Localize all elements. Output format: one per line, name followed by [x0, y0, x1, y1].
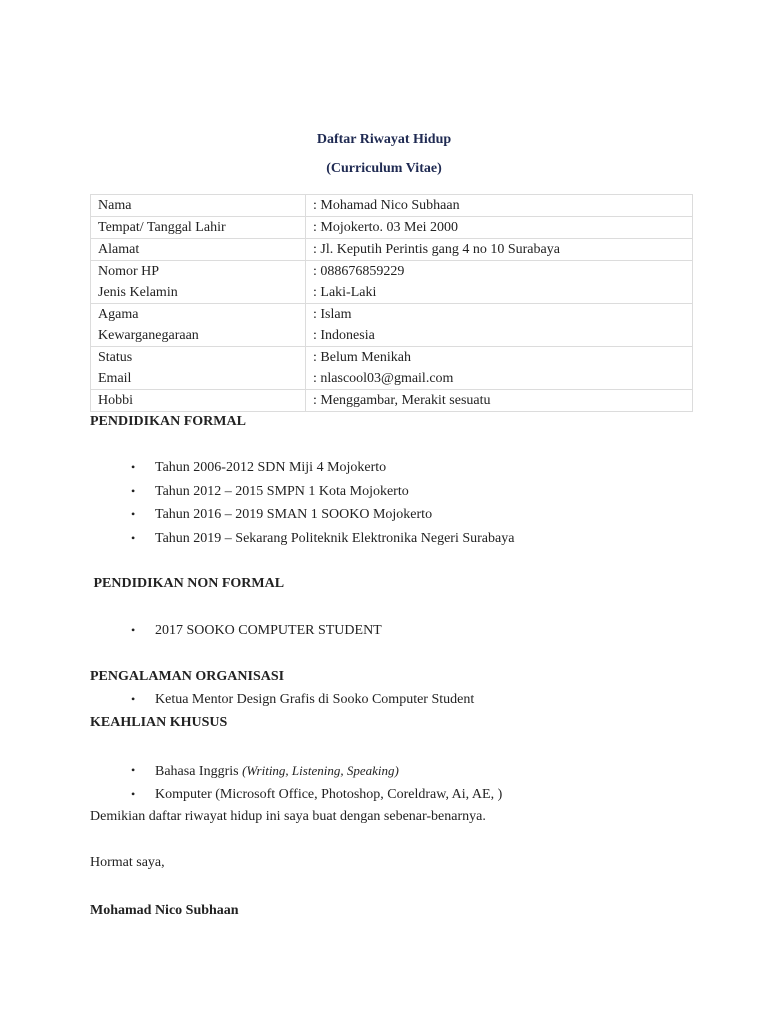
table-row [91, 347, 693, 390]
biodata-value: : Menggambar, Merakit sesuatu [313, 393, 491, 408]
bullet-icon: • [131, 763, 136, 777]
biodata-value: : 088676859229 [313, 264, 405, 279]
biodata-label: Kewarganegaraan [98, 328, 199, 343]
list-item-text: Tahun 2019 – Sekarang Politeknik Elektronika Negeri Surabaya [155, 530, 515, 546]
list-item [90, 759, 502, 783]
biodata-label-cell [91, 261, 306, 304]
biodata-value: : Laki-Laki [313, 285, 377, 300]
biodata-value-cell [306, 217, 693, 239]
list-item-text: Tahun 2012 – 2015 SMPN 1 Kota Mojokerto [155, 483, 409, 499]
biodata-value-cell [306, 239, 693, 261]
biodata-label: Alamat [98, 242, 140, 257]
biodata-value: : Mojokerto. 03 Mei 2000 [313, 220, 459, 235]
regards-text: Hormat saya, [90, 855, 165, 870]
bullet-icon: • [131, 530, 136, 545]
section-heading-skills: KEAHLIAN KHUSUS [90, 715, 228, 730]
list-item [90, 783, 502, 807]
section-heading-organization: PENGALAMAN ORGANISASI [90, 669, 285, 684]
biodata-label: Status [98, 350, 133, 365]
biodata-label: Agama [98, 307, 139, 322]
biodata-value-cell [306, 195, 693, 217]
biodata-label: Nomor HP [98, 264, 160, 279]
signature-name: Mohamad Nico Subhaan [90, 903, 239, 918]
list-item [90, 480, 514, 504]
biodata-value: : Jl. Keputih Perintis gang 4 no 10 Surabaya [313, 242, 560, 257]
list-item-text: Tahun 2016 – 2019 SMAN 1 SOOKO Mojokerto [155, 507, 433, 522]
biodata-value: : Belum Menikah [313, 350, 411, 365]
list-item [90, 619, 382, 643]
biodata-value-cell [306, 347, 693, 390]
biodata-table [90, 194, 693, 412]
table-row [91, 217, 693, 239]
biodata-label: Nama [98, 198, 132, 213]
bullet-icon: • [131, 460, 136, 474]
section-heading-nonformal-education: PENDIDIKAN NON FORMAL [90, 576, 285, 591]
biodata-label-cell [91, 217, 306, 239]
section-heading-formal-education: PENDIDIKAN FORMAL [90, 414, 246, 429]
list-item [90, 688, 474, 712]
biodata-label-cell [91, 239, 306, 261]
biodata-label-cell [91, 304, 306, 347]
biodata-value-cell [306, 261, 693, 304]
table-row [91, 390, 693, 412]
list-item-text: Ketua Mentor Design Grafis di Sooko Computer Student [155, 692, 475, 707]
skill-detail-note: (Writing, Listening, Speaking) [242, 763, 399, 778]
biodata-value-cell [306, 390, 693, 412]
list-item-text: Komputer (Microsoft Office, Photoshop, Coreldraw, Ai, AE, ) [155, 786, 503, 802]
biodata-value: : Indonesia [313, 328, 375, 343]
formal-education-list [90, 456, 514, 550]
list-item-text: Tahun 2006-2012 SDN Miji 4 Mojokerto [155, 460, 387, 475]
nonformal-education-list [90, 619, 382, 643]
organization-list [90, 688, 474, 712]
closing-statement: Demikian daftar riwayat hidup ini saya buat dengan sebenar-benarnya. [90, 809, 486, 824]
document-subtitle: (Curriculum Vitae) [326, 161, 442, 176]
bullet-icon: • [131, 623, 136, 637]
biodata-label: Hobbi [98, 393, 133, 408]
bullet-icon: • [131, 692, 136, 706]
table-row [91, 304, 693, 347]
table-row [91, 261, 693, 304]
list-item-text: 2017 SOOKO COMPUTER STUDENT [155, 623, 382, 638]
biodata-label: Jenis Kelamin [98, 285, 178, 300]
biodata-value: : Mohamad Nico Subhaan [313, 198, 460, 213]
biodata-label: Email [98, 371, 132, 386]
table-row [91, 239, 693, 261]
list-item [90, 503, 514, 527]
document-title: Daftar Riwayat Hidup [316, 132, 452, 147]
biodata-value: : Islam [313, 307, 352, 322]
list-item-text: Bahasa Inggris [155, 764, 243, 779]
biodata-label: Tempat/ Tanggal Lahir [98, 220, 226, 235]
bullet-icon: • [131, 786, 136, 801]
biodata-label-cell [91, 390, 306, 412]
biodata-label-cell [91, 195, 306, 217]
list-item [90, 456, 514, 480]
skills-list [90, 759, 502, 806]
biodata-label-cell [91, 347, 306, 390]
bullet-icon: • [131, 483, 136, 498]
table-row [91, 195, 693, 217]
list-item [90, 527, 514, 551]
biodata-value: : nlascool03@gmail.com [313, 371, 454, 386]
biodata-value-cell [306, 304, 693, 347]
bullet-icon: • [131, 507, 136, 521]
